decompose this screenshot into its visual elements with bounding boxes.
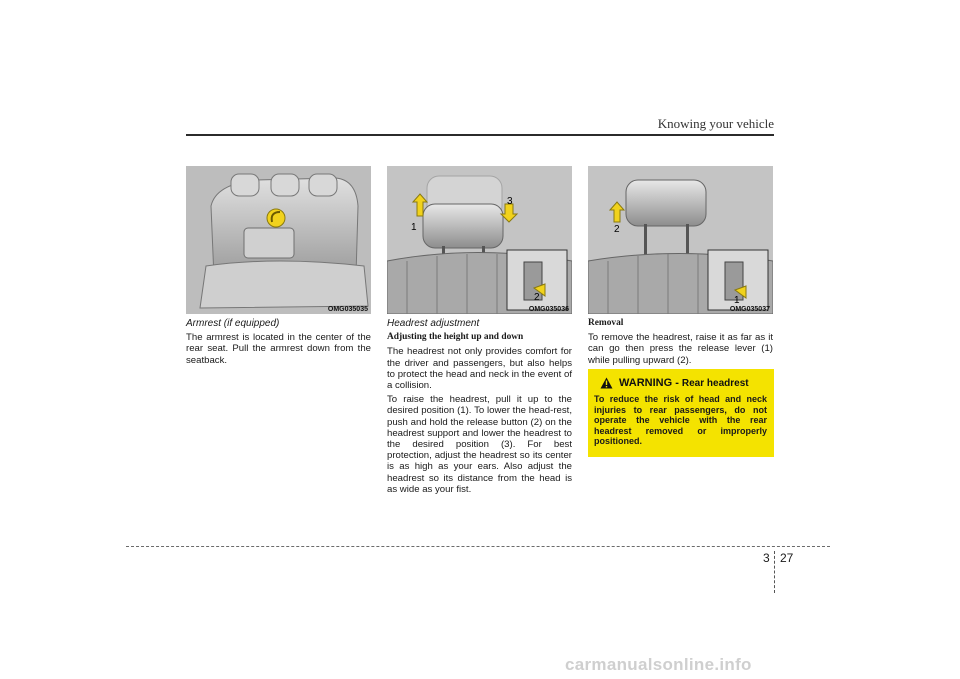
removal-section [588, 318, 773, 369]
armrest-body: The armrest is located in the center of the rear seat. Pull the armrest down from the seatback. [186, 332, 371, 366]
adjust-label-down: 3 [507, 196, 513, 207]
removal-body: To remove the headrest, raise it as far as it can go then press the release lever (1) while pulling upward (2). [588, 332, 773, 366]
headrest-removal-illustration [588, 166, 773, 314]
photo-code: OMG035036 [528, 306, 569, 313]
header-rule [186, 134, 774, 136]
page-number: 27 [780, 551, 794, 565]
warning-box [588, 369, 774, 457]
armrest-illustration [186, 166, 371, 314]
headrest-adjustment-illustration [387, 166, 572, 314]
photo-code: OMG035037 [729, 306, 770, 313]
armrest-section [186, 318, 371, 369]
removal-heading: Removal [588, 318, 624, 328]
section-number: 3 [763, 551, 770, 565]
removal-label-lever: 1 [734, 295, 740, 306]
headrest-subheading: Adjusting the height up and down [387, 332, 524, 343]
watermark: carmanualsonline.info [565, 655, 752, 674]
footer-dashed-rule [126, 546, 830, 547]
headrest-section [387, 318, 572, 498]
page-number-divider [774, 551, 775, 593]
headrest-heading: Headrest adjustment [387, 318, 480, 329]
headrest-paragraph-2: To raise the headrest, pull it up to the desired position (1). To lower the head-rest, push and hold the release button (2) on the headrest support and lower the headrest to the desired position (3). For best protection, adjust the headrest so its center is as high as your ears. Also adjust the headrest so its distance from the head is as wide as your fist. [387, 394, 572, 495]
adjust-label-button: 2 [534, 292, 540, 303]
photo-code: OMG035035 [327, 306, 368, 313]
warning-subtitle: Rear headrest [681, 377, 749, 389]
headrest-paragraph-1: The headrest not only provides comfort for the driver and passengers, but also helps to protect the head and neck in the event of a collision. [387, 346, 572, 392]
warning-title: WARNING - [619, 377, 679, 389]
warning-text: To reduce the risk of head and neck injuries to rear passengers, do not operate the vehicle with the rear headrest removed or improperly positioned. [594, 394, 767, 447]
removal-label-up: 2 [614, 224, 620, 235]
adjust-label-up: 1 [411, 222, 417, 233]
warning-triangle-icon [600, 377, 613, 389]
running-header-title: Knowing your vehicle [657, 116, 774, 131]
armrest-heading: Armrest (if equipped) [186, 318, 280, 329]
warning-header [600, 376, 749, 390]
